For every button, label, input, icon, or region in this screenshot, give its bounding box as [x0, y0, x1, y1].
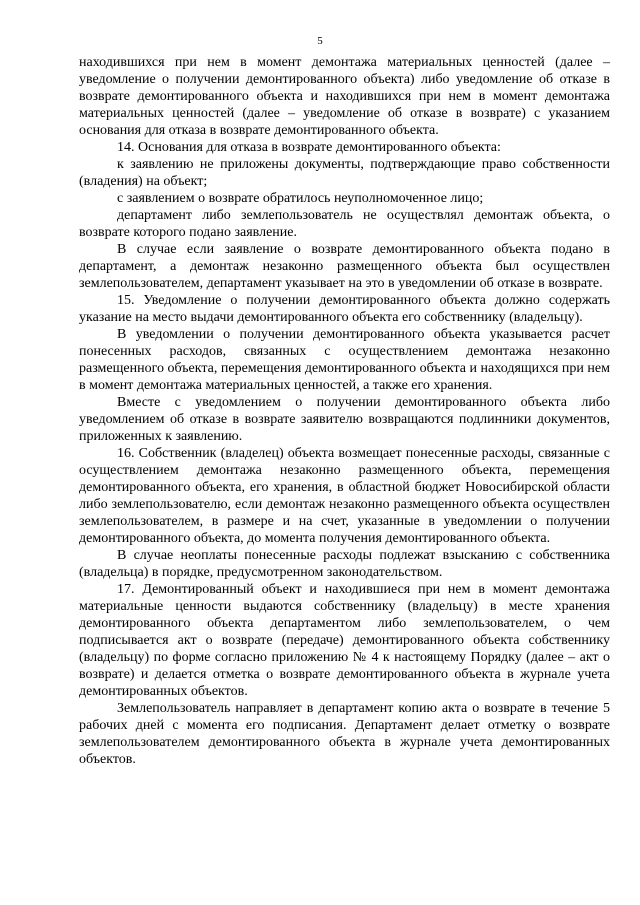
paragraph-refusal-case: В случае если заявление о возврате демонтированного объекта подано в департамент, а демонтаж незаконно размещенного объекта был осуществлен землепользователем, департамент указывает на это в уведомлении об отказе в возврате. [79, 242, 610, 291]
paragraph-act-copy: Землепользователь направляет в департамент копию акта о возврате в течение 5 рабочих дней с момента его подписания. Департамент делает отметку о возврате землепользователем демонтированного объекта в журнале учета демонтированных объектов. [79, 701, 610, 767]
paragraph-reason-unauthorized: с заявлением о возврате обратилось неуполномоченное лицо; [117, 191, 484, 206]
page-number: 5 [317, 35, 323, 47]
paragraph-continuation: находившихся при нем в момент демонтажа материальных ценностей (далее – уведомление о получении демонтированного объекта) либо уведомление об отказе в возврате демонтированного объекта и находившихся при нем в момент демонтажа материальных ценностей (далее – уведомление об отказе в возврате) с указанием основания для отказа в возврате демонтированного объекта. [79, 55, 610, 138]
document-body [79, 54, 610, 768]
paragraph-documents-return: Вместе с уведомлением о получении демонтированного объекта либо уведомлением об отказе в возврате заявителю возвращаются подлинники документов, приложенных к заявлению. [79, 395, 610, 444]
paragraph-reason-no-dismantling: департамент либо землепользователь не осуществлял демонтаж объекта, о возврате которого подано заявление. [79, 208, 610, 240]
paragraph-expense-calculation: В уведомлении о получении демонтированного объекта указывается расчет понесенных расходов, связанных с осуществлением демонтажа незаконно размещенного объекта, перемещения демонтированного объекта и находящихся при нем в момент демонтажа материальных ценностей, а также его хранения. [79, 327, 610, 393]
paragraph-non-payment: В случае неоплаты понесенные расходы подлежат взысканию с собственника (владельца) в порядке, предусмотренном законодательством. [79, 548, 610, 580]
paragraph-item-15: 15. Уведомление о получении демонтированного объекта должно содержать указание на место выдачи демонтированного объекта его собственнику (владельцу). [79, 293, 610, 325]
paragraph-item-16: 16. Собственник (владелец) объекта возмещает понесенные расходы, связанные с осуществлением демонтажа незаконно размещенного объекта, перемещения демонтированного объекта, его хранения, в областной бюджет Новосибирской области либо землепользователю, если демонтаж незаконно размещенного объекта осуществлен землепользователем, в размере и на счет, указанные в уведомлении о получении демонтированного объекта, до момента получения демонтированного объекта. [79, 446, 610, 546]
paragraph-item-14: 14. Основания для отказа в возврате демонтированного объекта: [117, 140, 501, 155]
paragraph-item-17: 17. Демонтированный объект и находившиеся при нем в момент демонтажа материальные ценности выдаются собственнику (владельцу) в месте хранения демонтированного объекта департаментом либо землепользователем, о чем подписывается акт о возврате (передаче) демонтированного объекта собственнику (владельцу) по форме согласно приложению № 4 к настоящему Порядку (далее – акт о возврате) и делается отметка о возврате демонтированного объекта в журнале учета демонтированных объектов. [79, 582, 610, 699]
paragraph-reason-documents: к заявлению не приложены документы, подтверждающие право собственности (владения) на объект; [79, 157, 610, 189]
